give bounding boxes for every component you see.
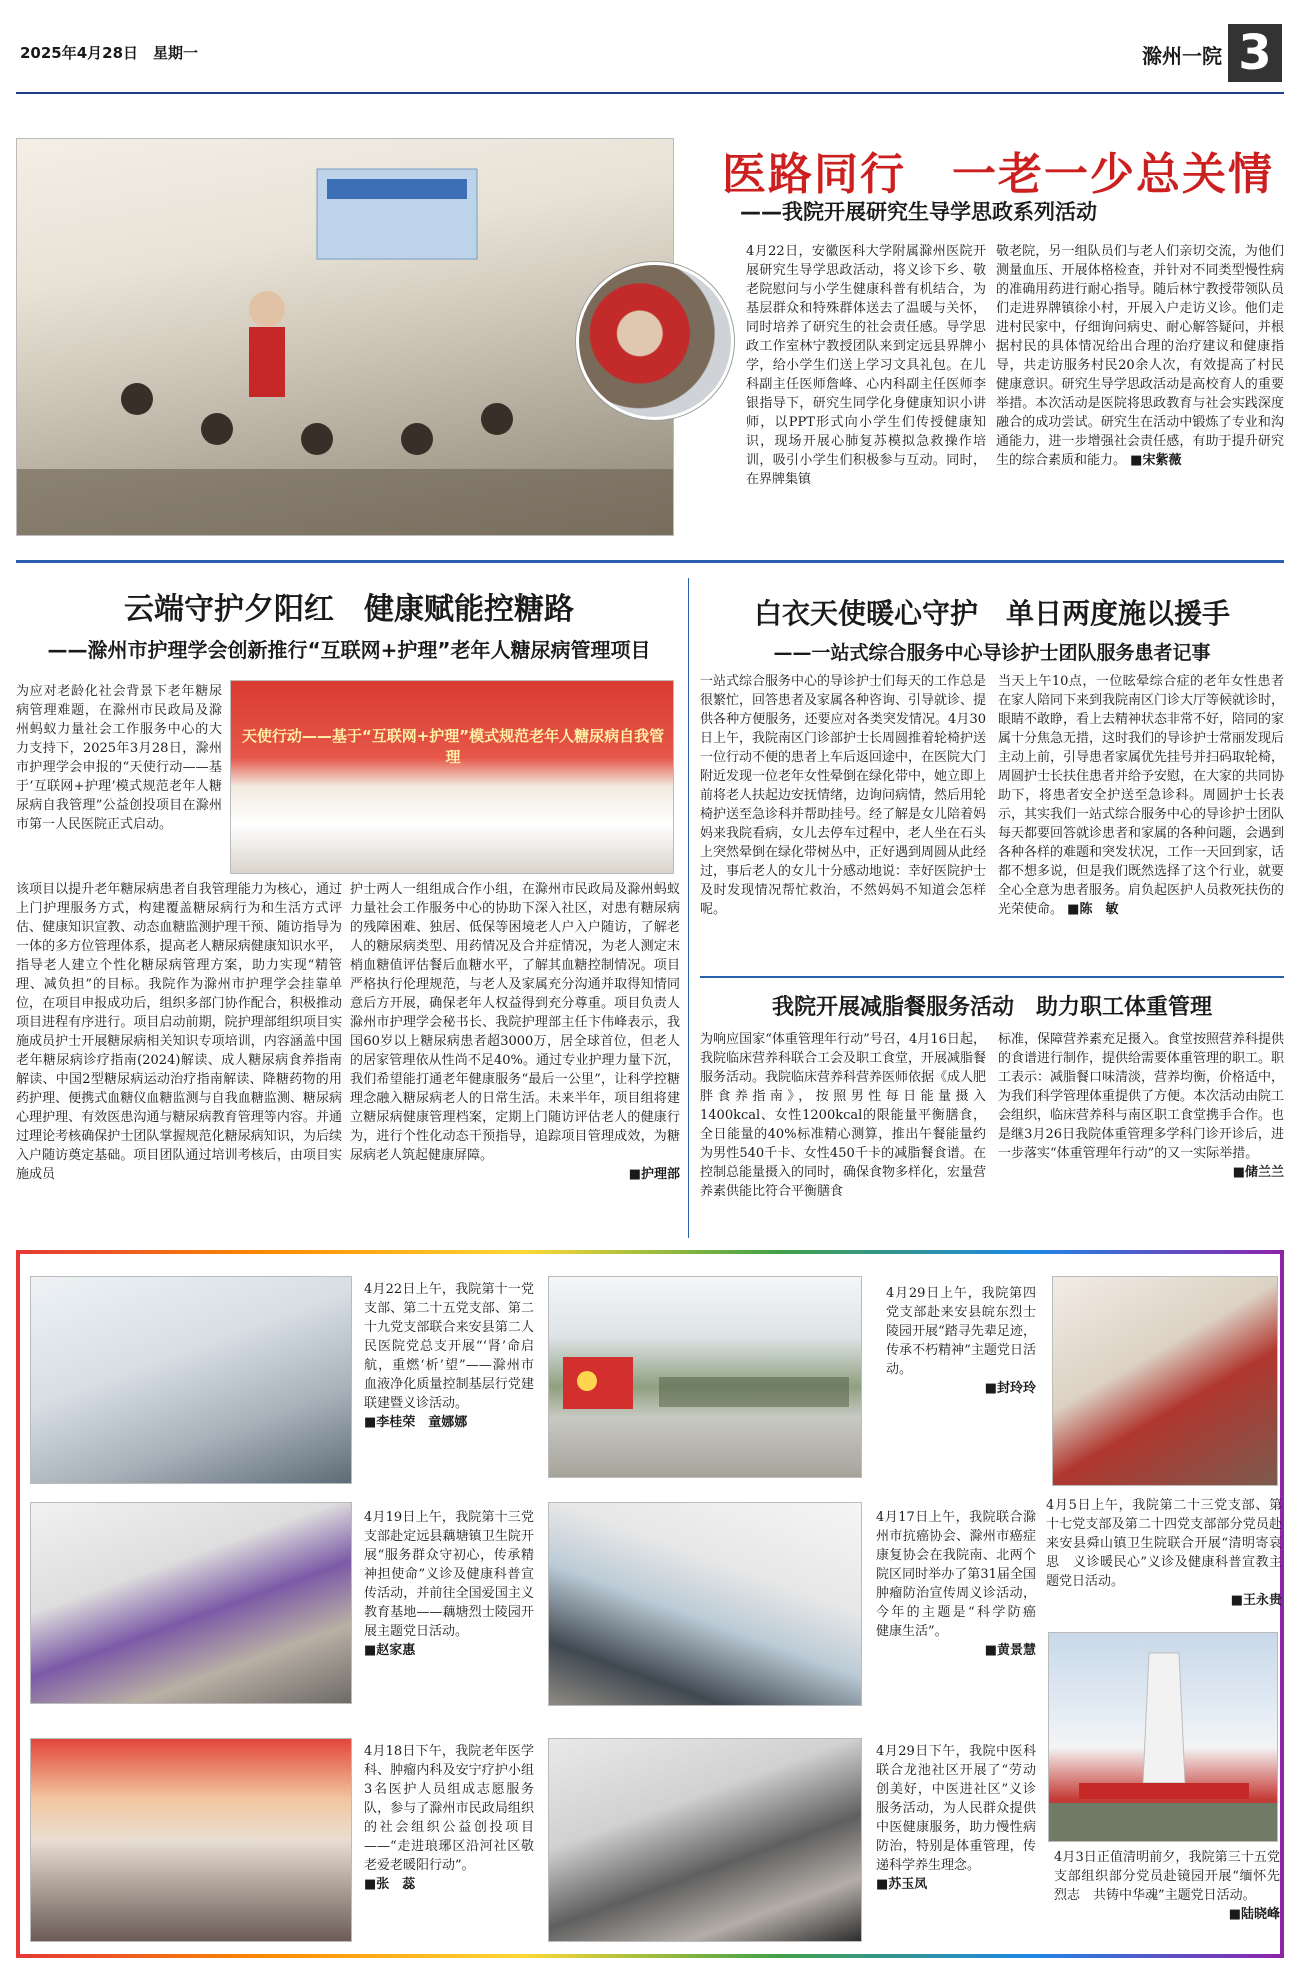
- section-name: 滁州一院: [1142, 44, 1222, 68]
- column-divider: [688, 578, 689, 1238]
- article2-column-2: [350, 880, 680, 1230]
- section-divider: [16, 560, 1284, 563]
- caption-3-byline: ■王永贵: [1230, 1593, 1282, 1608]
- caption-5-byline: ■黄景慧: [984, 1643, 1036, 1658]
- caption-1-byline: ■李桂荣 童娜娜: [364, 1415, 468, 1430]
- caption-8-text: 4月3日正值清明前夕，我院第三十五党支部组织部分党员赴镜园开展“缅怀先烈志 共铸中华魂”主题党日活动。: [1054, 1850, 1280, 1903]
- photo-dialysis-event: [30, 1276, 352, 1484]
- photo-martyrs-cemetery: [548, 1276, 862, 1478]
- article3-column-1: 一站式综合服务中心的导诊护士们每天的工作总是很繁忙，回答患者及家属各种咨询、引导就诊、提供各种方便服务，还要应对各类突发情况。4月30日上午，我院南区门诊部护士长周圆推着轮椅护送一位行动不便的患者上车后返回途中，在医院大门附近发现一位老年女性晕倒在绿化带中，她立即上前将老人扶起边安抚情绪，边询问病情，然后用轮椅护送至急诊科并帮助挂号。经了解是女儿陪着妈妈来我院看病，女儿去停车过程中，老人坐在石头上突然晕倒在绿化带树丛中，正好遇到周圆从此经过，事后老人的女儿十分感动地说：幸好医院护士及时发现情况帮忙救治，不然妈妈不知道会怎样呢。: [700, 674, 987, 917]
- article4-title: 我院开展减脂餐服务活动 助力职工体重管理: [771, 995, 1212, 1020]
- article1-column-2-text: 敬老院，另一组队员们与老人们亲切交流，为他们测量血压、开展体格检查，并针对不同类型慢性病的准确用药进行耐心指导。随后林宁教授带领队员们走进界牌镇徐小村，开展入户走访义诊。他们走进村民家中，仔细询问病史、耐心解答疑问，并根据村民的具体情况给出合理的治疗建议和健康指导，共走访服务村民20余人次，有效提高了村民健康意识。研究生导学思政活动是高校育人的重要举措。本次活动是医院将思政教育与社会实践深度融合的成功尝试。研究生在活动中锻炼了专业和沟通能力，进一步增强社会责任感，有助于提升研究生的综合素质和能力。: [996, 244, 1284, 468]
- article2-byline: ■护理部: [628, 1167, 680, 1182]
- caption-7-text: 4月29日下午，我院中医科联合龙池社区开展了“劳动创美好，中医进社区”义诊服务活动，为人民群众提供中医健康服务，助力慢性病防治，特别是体重管理，传递科学养生理念。: [876, 1744, 1036, 1873]
- photo-tcm-community: [548, 1738, 862, 1942]
- article4-column-1: 为响应国家“体重管理年行动”号召，4月16日起，我院临床营养科联合工会及职工食堂，开展减脂餐服务活动。我院临床营养科营养医师依据《成人肥胖食养指南》，按照男性每日能量摄入1400kcal、女性1200kcal的限能量平衡膳食，全日能量的40%标准精心测算，推出午餐能量约为男性540千卡、女性450千卡的减脂餐食谱。在控制总能量摄入的同时，确保食物多样化，宏量营养素供能比符合平衡膳食: [700, 1032, 987, 1199]
- article2-column-1b: 该项目以提升老年糖尿病患者自我管理能力为核心，通过上门护理服务方式，构建覆盖糖尿病行为和生活方式评估、健康知识宣教、动态血糖监测护理干预、随访指导为一体的多方位管理体系，提高老人糖尿病健康知识水平，指导老人建立个性化糖尿病管理方案，助力实现“精管理、减负担”的目标。我院作为滁州市护理学会挂靠单位，在项目申报成功后，组织多部门协作配合，积极推动项目进程有序进行。项目启动前期，院护理部组织项目实施成员护士开展糖尿病相关知识专项培训，内容涵盖中国老年糖尿病诊疗指南(2024)解读、成人糖尿病食养指南解读、中国2型糖尿病运动治疗指南解读、降糖药物的用药护理、便携式血糖仪血糖监测与自我血糖监测、糖尿病心理护理、有效医患沟通与糖尿病教育管理等内容。并通过理论考核确保护士团队掌握规范化糖尿病知识，为后续入户随访奠定基础。项目团队通过培训考核后，由项目实施成员: [16, 882, 342, 1182]
- caption-1: [364, 1280, 534, 1432]
- monument-illustration: [1049, 1633, 1278, 1842]
- photo-volunteer-service: [30, 1738, 352, 1942]
- article3-title: 白衣天使暖心守护 单日两度施以援手: [753, 597, 1230, 630]
- article2-column-2-text: 护士两人一组组成合作小组，在滁州市民政局及滁州蚂蚁力量社会工作服务中心的协助下深入社区，对患有糖尿病的残障困难、独居、低保等困境老人户入户随访，了解老人的糖尿病类型、用药情况及合并症情况，为老人测定末梢血糖值评估餐后血糖水平，了解其血糖控制情况。项目严格执行伦理规范，与老人及家属充分沟通并取得知情同意后方开展，确保老年人权益得到充分尊重。项目负责人滁州市护理学会秘书长、我院护理部主任卞伟峰表示，我国60岁以上糖尿病患者超3000万，居全球首位，但老人的居家管理依从性尚不足40%。通过专业护理力量下沉，我们希望能打通老年健康服务“最后一公里”，让科学控糖理念融入糖尿病老人的日常生活。未来半年，项目组将建立糖尿病健康管理档案，定期上门随访评估老人的健康行为，进行个性化动态干预指导，追踪项目管理成效，为糖尿病老人筑起健康屏障。: [350, 882, 680, 1163]
- photo-cancer-week: [548, 1502, 862, 1706]
- caption-7: [876, 1742, 1036, 1894]
- article2-title: 云端守护夕阳红 健康赋能控糖路: [124, 592, 574, 627]
- photo-monument: [1048, 1632, 1278, 1842]
- article4-column-2-text: 标准，保障营养素充足摄入。食堂按照营养科提供的食谱进行制作，提供给需要体重管理的职工。职工表示：减脂餐口味清淡，营养均衡，价格适中，为我们科学管理体重提供了方便。本次活动由院工会组织，临床营养科与南区职工食堂携手合作。也是继3月26日我院体重管理多学科门诊开诊后，进一步落实“体重管理年行动”的又一实际举措。: [998, 1032, 1285, 1161]
- caption-6-byline: ■张 蕊: [364, 1877, 416, 1892]
- caption-3-text: 4月5日上午，我院第二十三党支部、第十七党支部及第二十四党支部部分党员赴来安县舜山镇卫生院联合开展“清明寄哀思 义诊暖民心”义诊及健康科普宣教主题党日活动。: [1046, 1498, 1282, 1589]
- article-divider: [700, 976, 1284, 978]
- article1-title: 医路同行 一老一少总关情: [722, 149, 1274, 200]
- caption-7-byline: ■苏玉凤: [876, 1877, 928, 1892]
- caption-4-byline: ■赵家惠: [364, 1643, 416, 1658]
- issue-date: 2025年4月28日 星期一: [20, 44, 199, 62]
- party-flag-illustration: [549, 1277, 862, 1478]
- caption-5: [876, 1508, 1050, 1660]
- caption-4-text: 4月19日上午，我院第十三党支部赴定远县藕塘镇卫生院开展“服务群众守初心，传承精神担使命”义诊及健康科普宣传活动，并前往全国爱国主义教育基地——藕塘烈士陵园开展主题党日活动。: [364, 1510, 534, 1639]
- article2-group-photo: [230, 680, 674, 874]
- page-header: [0, 0, 1300, 96]
- article1-subtitle: ——我院开展研究生导学思政系列活动: [740, 200, 1097, 224]
- caption-2-byline: ■封玲玲: [984, 1381, 1036, 1396]
- article1-byline: ■宋紫薇: [1130, 453, 1182, 468]
- photo-clinic-consult: [1052, 1276, 1278, 1486]
- article4-column-2: [998, 1030, 1284, 1234]
- article2-banner: 天使行动——基于“互联网+护理”模式规范老年人糖尿病自我管理: [241, 727, 665, 766]
- caption-2-text: 4月29日上午，我院第四党支部赴来安县皖东烈士陵园开展“踏寻先辈足迹，传承不朽精神”主题党日活动。: [886, 1286, 1036, 1377]
- header-divider: [16, 92, 1284, 94]
- caption-6: [364, 1742, 534, 1894]
- caption-3: [1046, 1496, 1282, 1610]
- article1-column-1: 4月22日，安徽医科大学附属滁州医院开展研究生导学思政活动，将义诊下乡、敬老院慰问与小学生健康科普有机结合，为基层群众和特殊群体送去了温暖与关怀，同时培养了研究生的社会责任感。导学思政工作室林宁教授团队来到定远县界牌小学，给小学生们送上学习文具礼包。在儿科副主任医师詹峰、心内科副主任医师李银指导下，研究生同学化身健康知识小讲师，以PPT形式向小学生们传授健康知识，现场开展心肺复苏模拟急救操作培训，吸引小学生们积极参与互动。同时，在界牌集镇: [746, 244, 986, 487]
- caption-5-text: 4月17日上午，我院联合滁州市抗癌协会、滁州市癌症康复协会在我院南、北两个院区同时举办了第31届全国肿瘤防治宣传周义诊活动，今年的主题是“科学防癌 健康生活”。: [876, 1510, 1050, 1639]
- article4-byline: ■储兰兰: [1232, 1165, 1284, 1180]
- article3-column-2-text: 当天上午10点，一位眩晕综合症的老年女性患者在家人陪同下来到我院南区门诊大厅等候就诊时，眼睛不敢睁，看上去精神状态非常不好，陪同的家属十分焦急无措，这时我们的导诊护士常丽发现后主动上前，引导患者家属优先挂号并扫码取轮椅，周圆护士长扶住患者并给予安慰，在大家的共同协助下，将患者安全护送至急诊科。周圆护士长表示，其实我们一站式综合服务中心的导诊护士团队每天都要回答就诊患者和家属的各种问题，会遇到各种各样的难题和突发状况，工作一天回到家，话都不想多说，但是我们既然选择了这个行业，就要全心全意为患者服务。肩负起医护人员救死扶伤的光荣使命。: [998, 674, 1285, 917]
- caption-1-text: 4月22日上午，我院第十一党支部、第二十五党支部、第二十九党支部联合来安县第二人民医院党总支开展“‘肾’命启航，重燃‘析’望”——滁州市血液净化质量控制基层行党建联建暨义诊活动。: [364, 1282, 534, 1411]
- article1-column-2: [996, 242, 1284, 532]
- caption-8: [1054, 1848, 1280, 1924]
- caption-4: [364, 1508, 534, 1660]
- article3-subtitle: ——一站式综合服务中心导诊护士团队服务患者记事: [773, 642, 1211, 664]
- caption-8-byline: ■陆晓峰: [1228, 1907, 1280, 1922]
- article3-byline: ■陈 敏: [1067, 902, 1119, 917]
- article3-column-2: [998, 672, 1284, 968]
- photo-elderly-exam: [30, 1502, 352, 1704]
- article2-column-1: 为应对老龄化社会背景下老年糖尿病管理难题，在滁州市民政局及滁州蚂蚁力量社会工作服务中心的大力支持下，2025年3月28日，滁州市护理学会申报的“天使行动——基于‘互联网+护理’模式规范老年人糖尿病自我管理”公益创投项目在滁州市第一人民医院正式启动。: [16, 684, 222, 832]
- page-number: 3: [1228, 24, 1282, 82]
- caption-6-text: 4月18日下午，我院老年医学科、肿瘤内科及安宁疗护小组3名医护人员组成志愿服务队，参与了滁州市民政局组织的社会组织公益创投项目——“走进琅琊区沿河社区敬老爱老暖阳行动”。: [364, 1744, 534, 1873]
- caption-2: [886, 1284, 1036, 1398]
- article2-subtitle: ——滁州市护理学会创新推行“互联网+护理”老年人糖尿病管理项目: [47, 638, 651, 662]
